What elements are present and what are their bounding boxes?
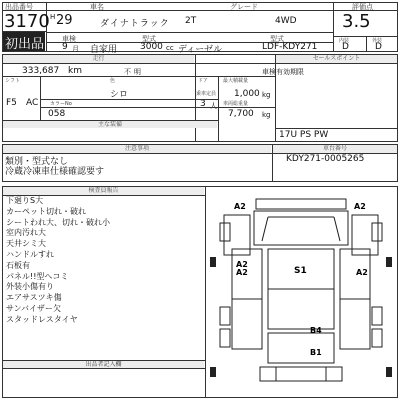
note-line-1: 類別・型式なし: [5, 157, 69, 167]
lot-number: 3170: [4, 11, 50, 32]
col-vehicle: 車名: [90, 3, 104, 11]
usage: 自家用: [90, 45, 118, 55]
weight-value: 7,700: [228, 109, 254, 119]
load-unit: kg: [262, 91, 271, 99]
equipment-header: 主な装備: [3, 121, 217, 128]
damage-mark-right-side: A2: [356, 268, 368, 277]
lot-label: 出品番号: [5, 3, 33, 11]
color-no-value: 058: [48, 109, 66, 119]
note-line-2: 冷蔵冷凍車仕様確認要す: [5, 167, 105, 177]
seller-note-header: 出品者記入欄: [3, 361, 204, 368]
shift-value: F5: [6, 98, 17, 108]
capacity-header: 乗車定員: [196, 91, 217, 97]
damage-mark-front-left: A2: [234, 202, 246, 211]
mileage-value: 333,687: [22, 66, 60, 76]
list-item: サンバイザー欠: [6, 303, 62, 313]
mileage-unit: km: [68, 66, 82, 76]
list-item: 室内汚れ大: [6, 228, 46, 238]
col-type-value: 型式: [270, 35, 284, 43]
list-item: ハンドルすれ: [6, 249, 54, 259]
door-header: ドア: [198, 78, 208, 84]
shaken-marker: 車検有効期限: [262, 68, 304, 76]
model-year: 29: [56, 13, 73, 28]
sales-point-value: 17U PS PW: [279, 130, 329, 140]
damage-mark-tailgate: B1: [310, 348, 322, 357]
list-item: スタッドレスタイヤ: [6, 314, 78, 324]
overall-score: 3.5: [342, 11, 371, 32]
list-item: 石板有: [6, 260, 30, 270]
list-item: パネル!!型ヘコミ: [6, 271, 69, 281]
weight-header: 車両総重量: [223, 101, 249, 107]
ac-value: AC: [26, 98, 39, 108]
load-value: 1,000: [234, 89, 260, 99]
col-score: 評価点: [352, 3, 373, 11]
month: 9: [62, 42, 68, 52]
drive-type: 4WD: [275, 16, 297, 26]
damage-diagram: [206, 187, 396, 395]
damage-mark-left-door: A2: [236, 260, 248, 269]
damage-mark-cargo: S1: [294, 266, 307, 276]
col-exterior: 外装: [372, 38, 383, 44]
mileage-note-2: 明: [134, 68, 141, 76]
shift-header: シフト: [5, 78, 21, 84]
cc-unit: cc: [166, 44, 174, 52]
damage-mark-left-side: A2: [236, 268, 248, 277]
list-item: 外装小傷有り: [6, 282, 54, 292]
fuel-type: ディーゼル: [178, 45, 223, 55]
displacement: 3000: [140, 42, 163, 52]
load-header: 最大積載量: [223, 78, 249, 84]
list-item: カーペット切れ・破れ: [6, 206, 86, 216]
mileage-note-1: 不: [124, 68, 131, 76]
era-mark: H: [50, 13, 56, 21]
interior-score: D: [342, 42, 349, 52]
first-listing-badge: 初出品: [3, 32, 45, 51]
report-list: [6, 196, 202, 326]
sales-point-header: セールスポイント: [276, 55, 397, 63]
col-grade: グレード: [230, 3, 258, 11]
mileage-header: 走行: [3, 55, 194, 63]
model-name: ダイナトラック: [100, 19, 170, 29]
list-item: 天井シミ大: [6, 239, 46, 249]
color-header: 色: [110, 78, 116, 84]
month-unit: 月: [72, 45, 79, 53]
model-code: LDF-KDY271: [262, 42, 318, 52]
list-item: エアサスツキ傷: [6, 293, 62, 303]
exterior-score: D: [375, 42, 382, 52]
capacity-unit: 人: [210, 102, 217, 110]
chassis-header: 車台番号: [273, 145, 397, 153]
col-interior: 内装: [339, 38, 350, 44]
tonnage: 2T: [185, 16, 197, 26]
chassis-number: KDY271-0005265: [286, 154, 365, 164]
capacity-value: 3: [200, 99, 206, 109]
damage-mark-front-right: A2: [354, 202, 366, 211]
list-item: シートわれ大、切れ・破れ小: [6, 217, 110, 227]
color-value: シロ: [110, 90, 129, 100]
damage-mark-rear: B4: [310, 326, 322, 335]
notes-header: 注意事項: [3, 145, 271, 153]
col-type-label: 型式: [142, 35, 156, 43]
color-no-header: カラーNo: [50, 101, 72, 107]
weight-unit: kg: [262, 111, 271, 119]
list-item: 下廻りS大: [6, 196, 44, 205]
report-header: 検査員報告: [3, 187, 204, 195]
col-inspection: 車検: [62, 35, 76, 43]
